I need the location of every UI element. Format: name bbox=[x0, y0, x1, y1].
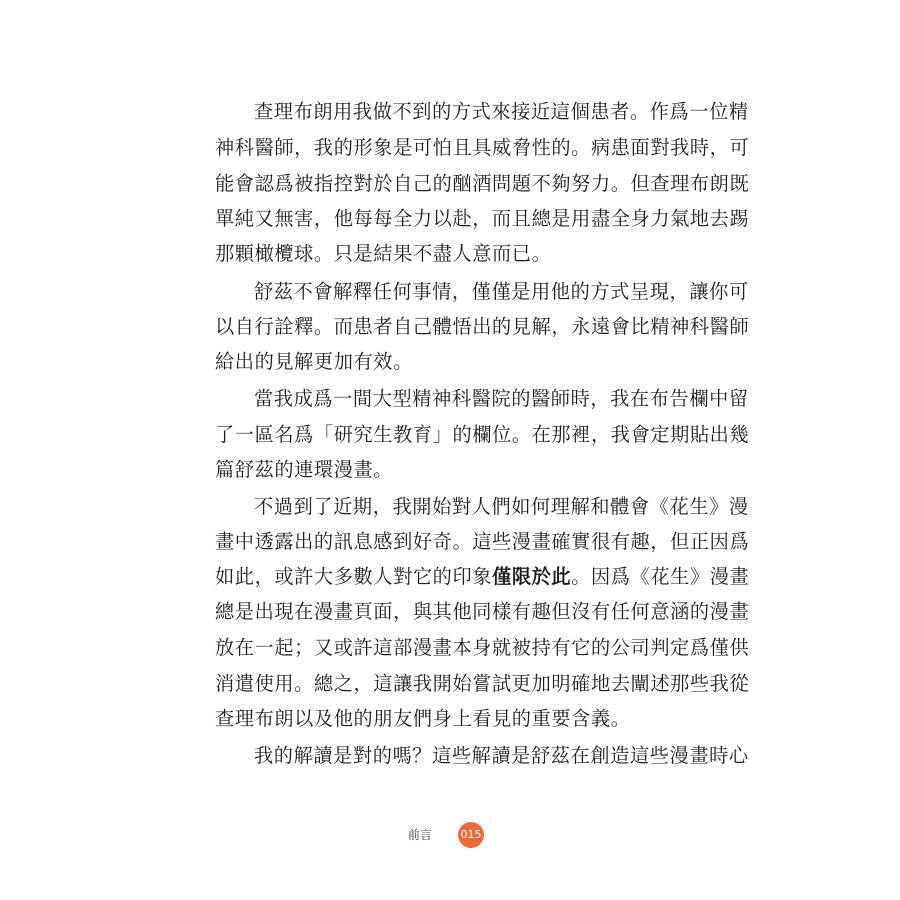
text-line: 能會認爲被指控對於自己的酗酒問題不夠努力。但查理布朗既 bbox=[215, 172, 750, 195]
text-line: 消遣使用。總之，這讓我開始嘗試更加明確地去闡述那些我從 bbox=[215, 672, 750, 695]
text-line: 舒茲不會解釋任何事情，僅僅是用他的方式呈現，讓你可 bbox=[254, 280, 749, 303]
text-line: 那顆橄欖球。只是結果不盡人意而已。 bbox=[215, 242, 552, 265]
emphasis-text: 僅限於此 bbox=[492, 565, 572, 588]
text-line: 篇舒茲的連環漫畫。 bbox=[215, 458, 394, 481]
text-line: 單純又無害，他每每全力以赴，而且總是用盡全身力氣地去踢 bbox=[215, 207, 750, 230]
text-line: 放在一起；又或許這部漫畫本身就被持有它的公司判定爲僅供 bbox=[215, 636, 750, 659]
text-line: 神科醫師，我的形象是可怕且具威脅性的。病患面對我時，可 bbox=[215, 136, 750, 159]
text-line: 查理布朗用我做不到的方式來接近這個患者。作爲一位精 bbox=[254, 100, 749, 123]
text-line: 以自行詮釋。而患者自己體悟出的見解，永遠會比精神科醫師 bbox=[215, 315, 750, 338]
text-line: 如此，或許大多數人對它的印象僅限於此。因爲《花生》漫畫 bbox=[215, 565, 750, 588]
text-line: 畫中透露出的訊息感到好奇。這些漫畫確實很有趣，但正因爲 bbox=[215, 530, 750, 553]
text-line: 總是出現在漫畫頁面，與其他同樣有趣但沒有任何意涵的漫畫 bbox=[215, 600, 750, 623]
section-label: 前言 bbox=[408, 828, 433, 842]
page-number-badge: 015 bbox=[458, 822, 484, 848]
text-line: 查理布朗以及他的朋友們身上看見的重要含義。 bbox=[215, 707, 631, 730]
text-line: 不過到了近期，我開始對人們如何理解和體會《花生》漫 bbox=[254, 495, 749, 518]
text-line: 了一區名爲「研究生教育」的欄位。在那裡，我會定期貼出幾 bbox=[215, 423, 750, 446]
text-line: 當我成爲一間大型精神科醫院的醫師時，我在布告欄中留 bbox=[254, 387, 749, 410]
text-line: 給出的見解更加有效。 bbox=[215, 350, 413, 373]
text-line: 我的解讀是對的嗎？這些解讀是舒茲在創造這些漫畫時心 bbox=[254, 744, 749, 767]
